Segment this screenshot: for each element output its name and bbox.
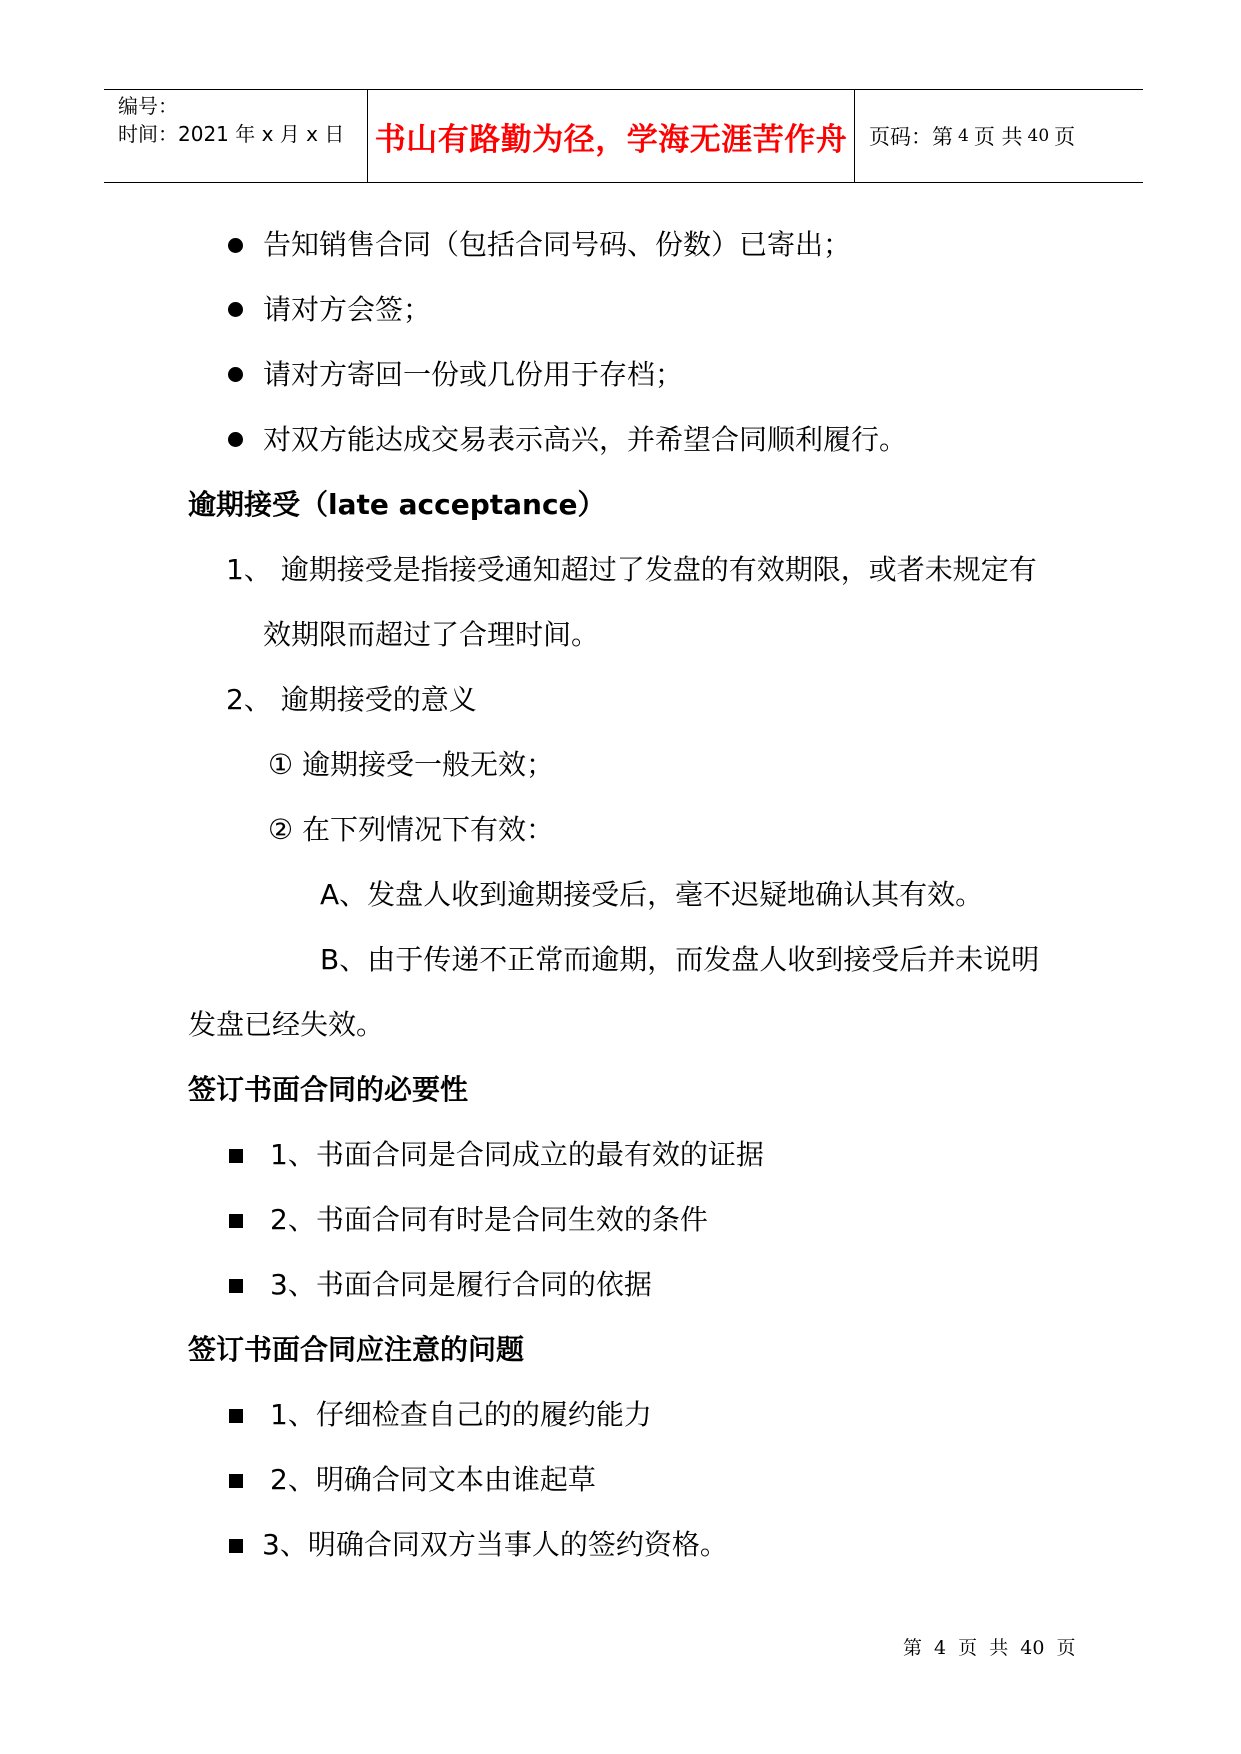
serial-label: 编号： <box>118 94 178 118</box>
bullet-square-icon <box>229 1409 243 1423</box>
paragraph-line: ② 在下列情况下有效： <box>268 813 555 846</box>
page-footer: 第 4 页 共 40 页 <box>903 1637 1076 1659</box>
bullet-dot-icon <box>228 302 243 317</box>
paragraph-line: A、发盘人收到逾期接受后，毫不迟疑地确认其有效。 <box>320 878 984 911</box>
list-item: 1、仔细检查自己的的履约能力 <box>270 1398 652 1431</box>
section-heading: 逾期接受（late acceptance） <box>188 488 606 521</box>
bullet-dot-icon <box>228 238 243 253</box>
list-item: 2、明确合同文本由谁起草 <box>270 1463 596 1496</box>
list-item: 请对方寄回一份或几份用于存档； <box>263 358 684 391</box>
paragraph-line: ① 逾期接受一般无效； <box>268 748 555 781</box>
page-current: 4 <box>958 126 969 146</box>
bullet-square-icon <box>229 1279 243 1293</box>
section-heading: 签订书面合同应注意的问题 <box>188 1333 525 1366</box>
bullet-dot-icon <box>228 432 243 447</box>
list-item: 3、明确合同双方当事人的签约资格。 <box>262 1528 728 1561</box>
list-item: 对双方能达成交易表示高兴，并希望合同顺利履行。 <box>263 423 908 456</box>
list-item: 告知销售合同（包括合同号码、份数）已寄出； <box>263 228 852 261</box>
paragraph-line: 1、 逾期接受是指接受通知超过了发盘的有效期限，或者未规定有 <box>226 553 1037 586</box>
paragraph-line: 2、 逾期接受的意义 <box>226 683 477 716</box>
paragraph-line: B、由于传递不正常而逾期，而发盘人收到接受后并未说明 <box>320 943 1040 976</box>
paragraph-line: 发盘已经失效。 <box>188 1008 385 1041</box>
page-middle: 页 共 <box>973 125 1023 149</box>
bullet-square-icon <box>229 1214 243 1228</box>
bullet-square-icon <box>229 1474 243 1488</box>
page-prefix: 页码：第 <box>869 125 953 149</box>
paragraph-line: 效期限而超过了合理时间。 <box>263 618 600 651</box>
list-item: 3、书面合同是履行合同的依据 <box>270 1268 652 1301</box>
page-total: 40 <box>1027 126 1050 146</box>
header-motto: 书山有路勤为径，学海无涯苦作舟 <box>368 90 855 182</box>
page-suffix: 页 <box>1054 125 1076 149</box>
section-heading: 签订书面合同的必要性 <box>188 1073 469 1106</box>
page-header <box>104 89 1143 183</box>
bullet-dot-icon <box>228 367 243 382</box>
list-item: 请对方会签； <box>263 293 432 326</box>
bullet-square-icon <box>229 1149 243 1163</box>
header-meta-cell <box>104 90 368 182</box>
header-page-number <box>855 90 1143 182</box>
list-item: 2、书面合同有时是合同生效的条件 <box>270 1203 708 1236</box>
list-item: 1、书面合同是合同成立的最有效的证据 <box>270 1138 764 1171</box>
bullet-square-icon <box>229 1539 243 1553</box>
time-label: 时间：2021 年 x 月 x 日 <box>118 122 345 146</box>
